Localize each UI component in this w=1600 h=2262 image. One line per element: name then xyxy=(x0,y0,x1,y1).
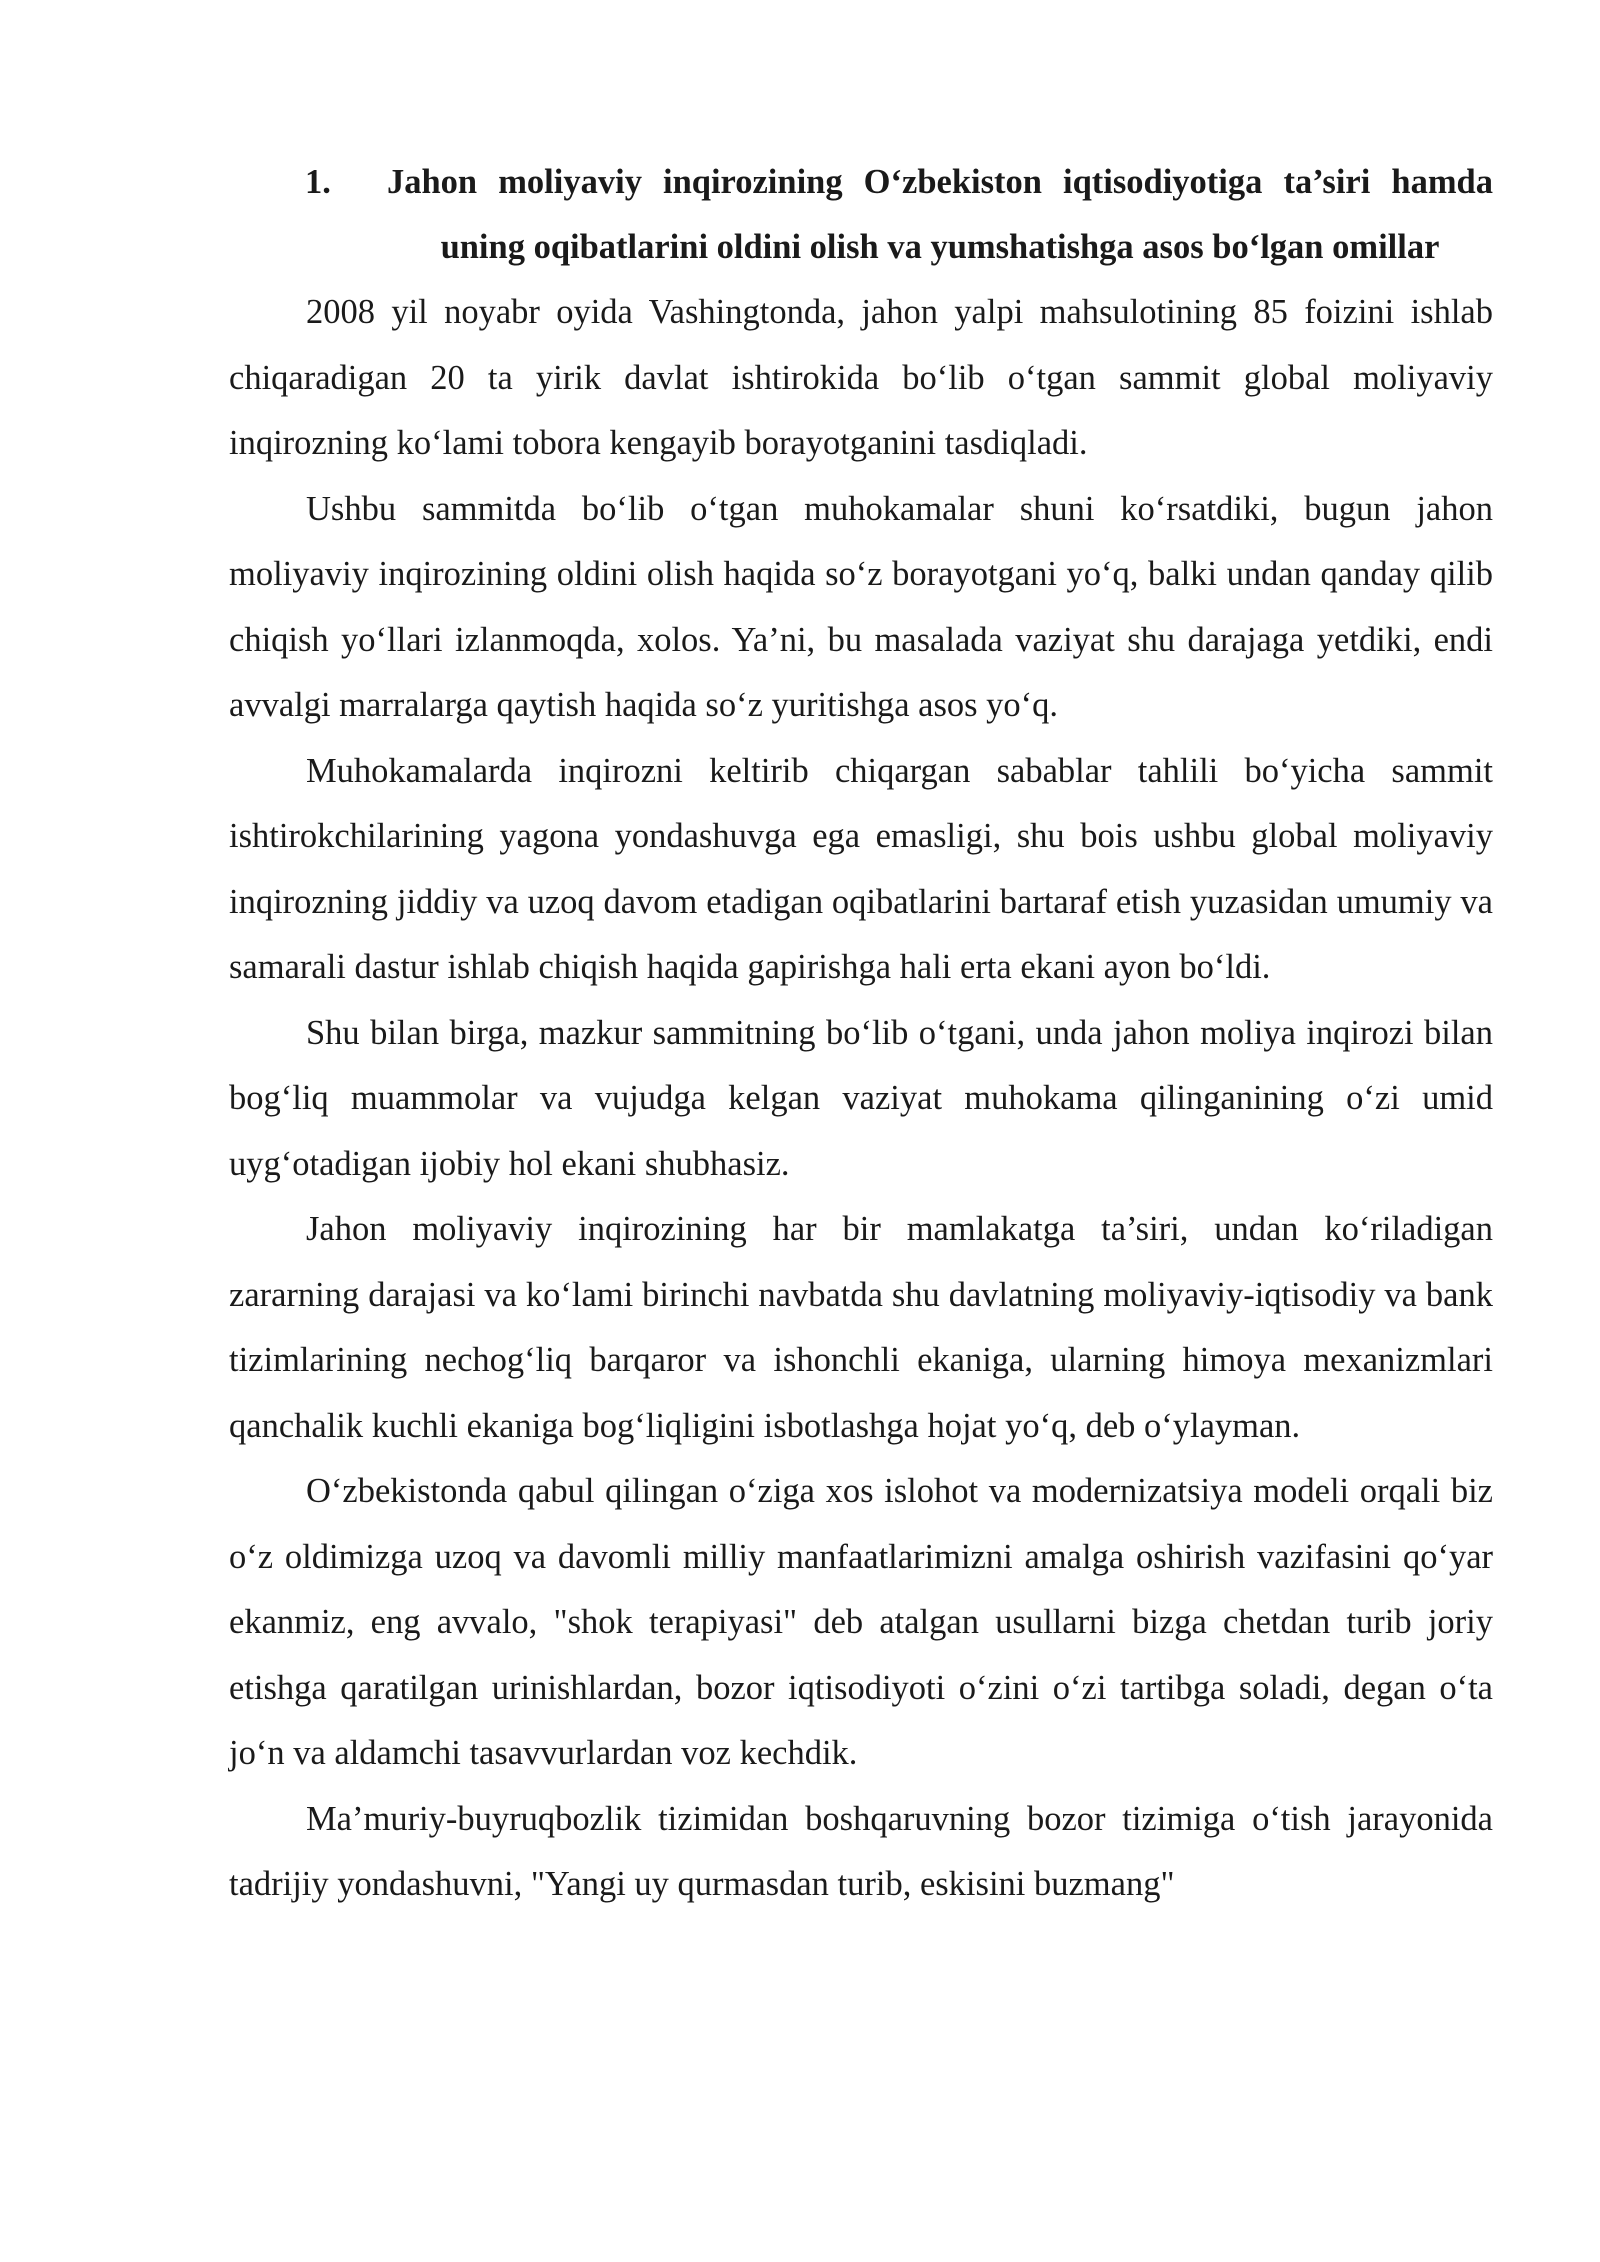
paragraph-4: Shu bilan birga, mazkur sammitning bo‘lib o‘tgani, unda jahon moliya inqirozi bilan bog‘liq muammolar va vujudga kelgan vaziyat muhokama qilinganining o‘zi umid uyg‘otadigan ijobiy hol ekani shubhasiz. xyxy=(229,1013,1493,1183)
section-title: Jahon moliyaviy inqirozining O‘zbekiston iqtisodiyotiga ta’siri hamda uning oqibatlarini oldini olish va yumshatishga asos bo‘lgan omillar xyxy=(387,163,1493,266)
section-number: 1. xyxy=(305,163,331,201)
section-heading xyxy=(229,150,1493,280)
paragraph-3: Muhokamalarda inqirozni keltirib chiqargan sabablar tahlili bo‘yicha sammit ishtirokchilarining yagona yondashuvga ega emasligi, shu bois ushbu global moliyaviy inqirozning jiddiy va uzoq davom etadigan oqibatlarini bartaraf etish yuzasidan umumiy va samarali dastur ishlab chiqish haqida gapirishga hali erta ekani ayon bo‘ldi. xyxy=(229,751,1493,986)
paragraph-1: 2008 yil noyabr oyida Vashingtonda, jahon yalpi mahsulotining 85 foizini ishlab chiqaradigan 20 ta yirik davlat ishtirokida bo‘lib o‘tgan sammit global moliyaviy inqirozning ko‘lami tobora kengayib borayotganini tasdiqladi. xyxy=(229,293,1493,462)
paragraph-7: Ma’muriy-buyruqbozlik tizimidan boshqaruvning bozor tizimiga o‘tish jarayonida tadrijiy yondashuvni, "Yangi uy qurmasdan turib, eskisini buzmang" xyxy=(229,1799,1493,1903)
paragraph-2: Ushbu sammitda bo‘lib o‘tgan muhokamalar shuni ko‘rsatdiki, bugun jahon moliyaviy inqirozining oldini olish haqida so‘z borayotgani yo‘q, balki undan qanday qilib chiqish yo‘llari izlanmoqda, xolos. Ya’ni, bu masalada vaziyat shu darajaga yetdiki, endi avvalgi marralarga qaytish haqida so‘z yuritishga asos yo‘q. xyxy=(229,489,1493,724)
paragraph-6: O‘zbekistonda qabul qilingan o‘ziga xos islohot va modernizatsiya modeli orqali biz o‘z oldimizga uzoq va davomli milliy manfaatlarimizni amalga oshirish vazifasini qo‘yar ekanmiz, eng avvalo, "shok terapiyasi" deb atalgan usullarni bizga chetdan turib joriy etishga qaratilgan urinishlardan, bozor iqtisodiyoti o‘zini o‘zi tartibga soladi, degan o‘ta jo‘n va aldamchi tasavvurlardan voz kechdik. xyxy=(229,1472,1493,1772)
paragraph-5: Jahon moliyaviy inqirozining har bir mamlakatga ta’siri, undan ko‘riladigan zararning darajasi va ko‘lami birinchi navbatda shu davlatning moliyaviy-iqtisodiy va bank tizimlarining nechog‘liq barqaror va ishonchli ekaniga, ularning himoya mexanizmlari qanchalik kuchli ekaniga bog‘liqligini isbotlashga hojat yo‘q, deb o‘ylayman. xyxy=(229,1210,1493,1445)
document-page xyxy=(229,150,1493,1918)
